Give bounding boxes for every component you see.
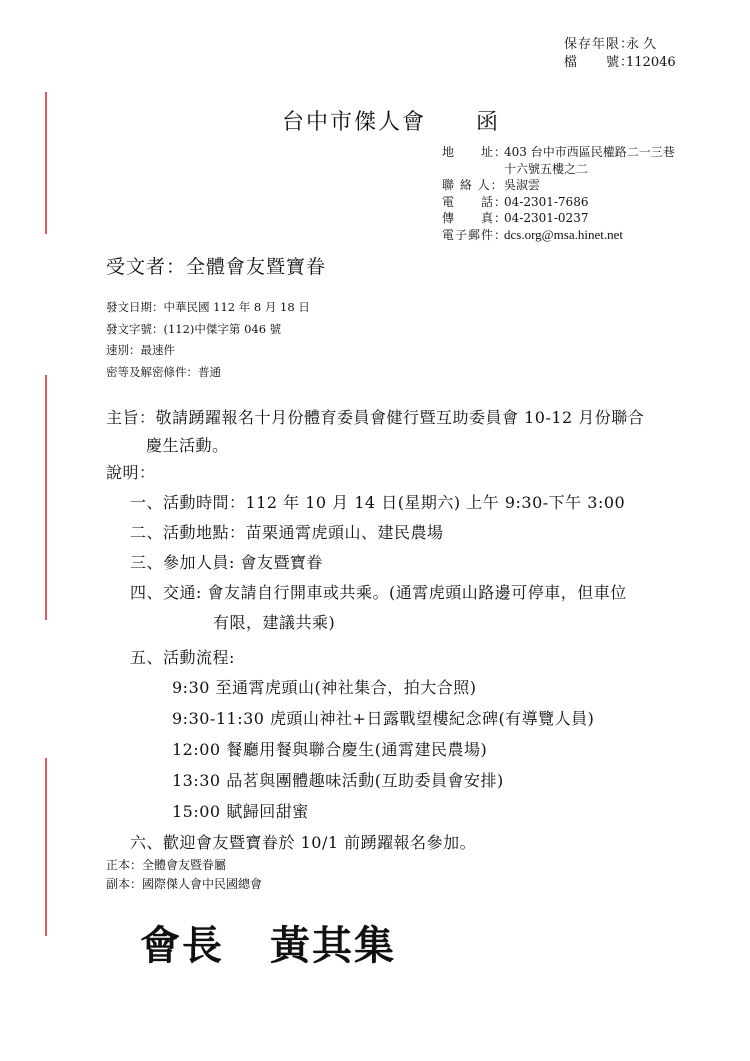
signature-title: 會長 (140, 923, 224, 969)
address-line-1: 403 台中市西區民權路二一三巷 (504, 145, 675, 159)
schedule-entry: 9:30-11:30 虎頭山神社+日露戰望樓紀念碑(有導覽人員) (172, 709, 595, 728)
item-transportation-line-1: 四、交通: 會友請自行開車或共乘。(通霄虎頭山路邊可停車，但車位 (130, 583, 627, 602)
contact-block (442, 144, 675, 243)
item-schedule-heading: 五、活動流程: (130, 648, 235, 667)
contact-person: 吳淑雲 (504, 178, 541, 192)
carbon-copy: 副本：國際傑人會中民國總會 (106, 877, 263, 891)
issue-date: 發文日期：中華民國 112 年 8 月 18 日 (106, 300, 310, 314)
distribution (106, 856, 262, 894)
file-number-value: 112046 (626, 55, 676, 70)
fax-label: 傳 真： (442, 211, 508, 225)
binding-mark-middle (45, 375, 47, 620)
item-activity-time: 一、活動時間：112 年 10 月 14 日(星期六) 上午 9:30-下午 3:00 (130, 493, 626, 512)
subject-line-2: 慶生活動。 (146, 436, 229, 455)
schedule-entry: 15:00 賦歸回甜蜜 (172, 802, 309, 821)
binding-mark-top (45, 92, 47, 234)
schedule-entry: 12:00 餐廳用餐與聯合慶生(通霄建民農場) (172, 740, 488, 759)
phone-label: 電 話： (442, 194, 508, 209)
item-activity-location: 二、活動地點：苗栗通霄虎頭山、建民農場 (130, 523, 444, 542)
item-registration: 六、歡迎會友暨寶眷於 10/1 前踴躍報名參加。 (130, 833, 477, 852)
retention-period-value: 永 久 (626, 37, 657, 52)
schedule-entry: 9:30 至通霄虎頭山(神社集合，拍大合照) (172, 678, 477, 697)
signature (140, 914, 396, 971)
phone-value: 04-2301-7686 (504, 194, 589, 209)
email-label: 電子郵件： (442, 227, 508, 242)
document-meta (106, 297, 310, 383)
schedule-entry: 13:30 品茗與團體趣味活動(互助委員會安排) (172, 771, 504, 790)
address-line-2: 十六號五樓之二 (504, 161, 589, 176)
retention-block (564, 36, 676, 72)
item-participants: 三、參加人員: 會友暨寶眷 (130, 553, 323, 572)
retention-period-label: 保存年限： (564, 37, 635, 52)
address-label: 地 址： (442, 145, 508, 159)
delivery-speed: 速別：最速件 (106, 343, 175, 357)
email-value: dcs.org@msa.hinet.net (504, 226, 623, 242)
secrecy-level: 密等及解密條件：普通 (106, 364, 221, 379)
signature-name: 黃其集 (270, 923, 396, 969)
page-title (282, 105, 500, 136)
subject-line-1: 主旨：敬請踴躍報名十月份體育委員會健行暨互助委員會 10-12 月份聯合 (106, 408, 645, 427)
explanation-label: 說明： (106, 463, 156, 482)
file-number-label: 檔 號： (564, 55, 635, 70)
binding-mark-bottom (45, 758, 47, 936)
item-transportation-line-2: 有限，建議共乘) (213, 613, 336, 632)
contact-person-label: 聯 絡 人： (442, 178, 504, 192)
issue-number: 發文字號：(112)中傑字第 046 號 (106, 321, 282, 336)
fax-value: 04-2301-0237 (504, 211, 589, 225)
document-type: 函 (476, 110, 501, 135)
main-copy: 正本：全體會友暨眷屬 (106, 858, 227, 872)
organization-name: 台中市傑人會 (282, 110, 427, 135)
recipient: 受文者：全體會友暨寶眷 (106, 256, 327, 278)
